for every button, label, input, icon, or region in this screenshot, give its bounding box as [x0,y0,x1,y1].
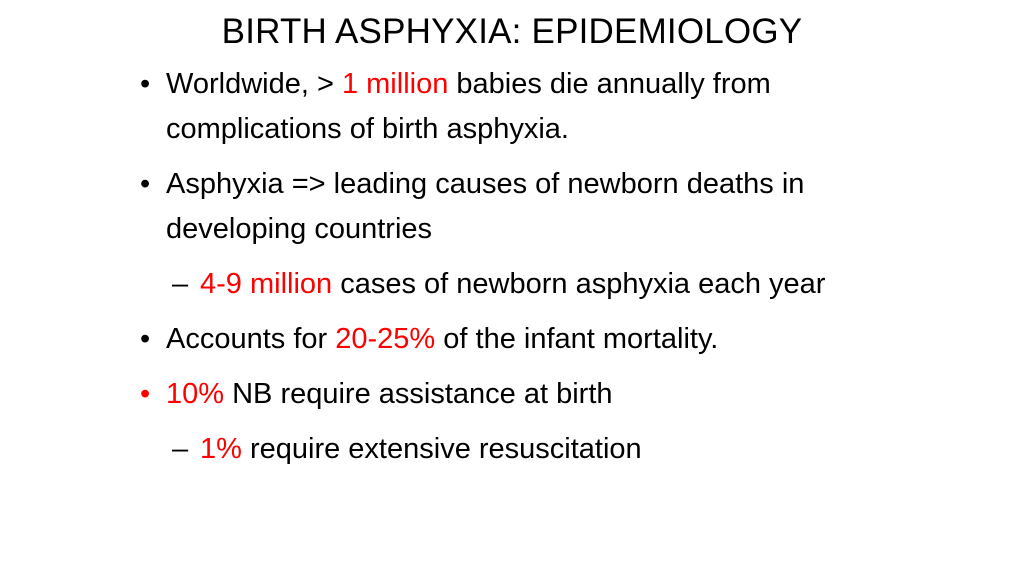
bullet-text-post: of the infant mortality. [435,323,719,355]
dash-icon: – [172,433,189,465]
bullet-icon: • [140,323,151,355]
bullet-icon: • [140,378,151,410]
highlight-10-percent: 10% [166,378,225,410]
slide-title: BIRTH ASPHYXIA: EPIDEMIOLOGY [221,12,803,51]
bullet-text-pre: Worldwide, > [166,68,342,100]
bullet-text-pre: Accounts for [166,323,336,355]
bullet-text-post: cases of newborn asphyxia each year [332,268,826,300]
bullet-text-post: babies die annually from complications of birth asphyxia. [166,68,771,145]
bullet-text: Asphyxia => leading causes of newborn deaths in developing countries [166,168,805,245]
sub-bullet-item-cases [140,262,910,307]
bullet-text-post: require extensive resuscitation [241,433,642,465]
bullet-item-infant-mortality [140,317,910,362]
bullet-text-post: NB require assistance at birth [224,378,613,410]
bullet-list [140,62,910,482]
bullet-item-asphyxia-leading-cause [140,162,910,252]
highlight-20-25-percent: 20-25% [335,323,436,355]
bullet-icon: • [140,68,151,100]
highlight-1-million: 1 million [341,68,449,100]
dash-icon: – [172,268,189,300]
highlight-4-9-million: 4-9 million [200,268,333,300]
bullet-icon: • [140,168,151,200]
highlight-1-percent: 1% [200,433,242,465]
bullet-item-assistance [140,372,910,417]
bullet-item-worldwide [140,62,910,152]
sub-bullet-item-resuscitation [140,427,910,472]
